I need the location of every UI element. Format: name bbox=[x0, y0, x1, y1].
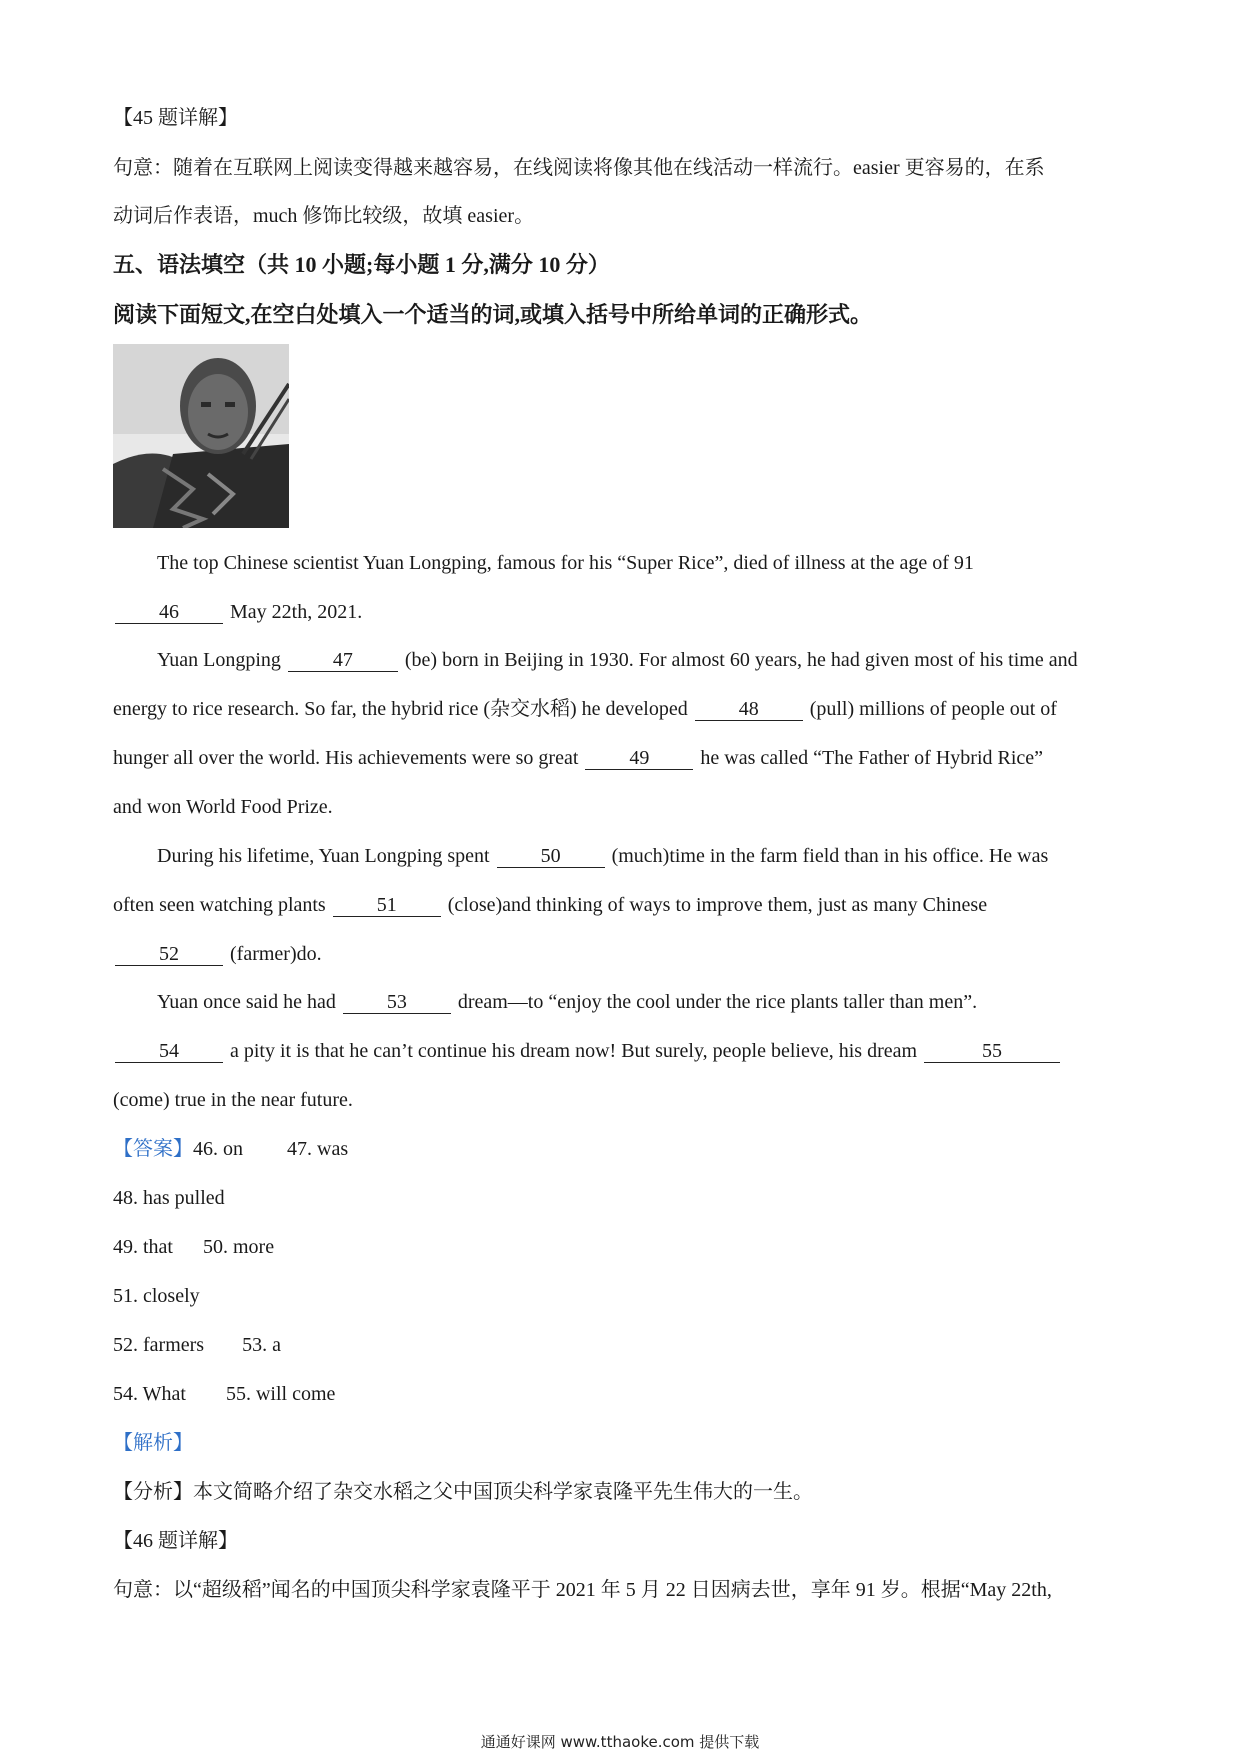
q45-explanation-line2: 动词后作表语，much 修饰比较级，故填 easier。 bbox=[113, 205, 535, 227]
answer-53: 53. a bbox=[242, 1334, 281, 1356]
passage-line-12: (come) true in the near future. bbox=[113, 1089, 353, 1111]
answer-48: 48. has pulled bbox=[113, 1187, 225, 1209]
answers-row-6 bbox=[113, 1380, 335, 1408]
passage-text: (be) born in Beijing in 1930. For almost 60 years, he had given most of his time and bbox=[404, 649, 1078, 671]
answers-row-5 bbox=[113, 1331, 281, 1359]
passage-text: often seen watching plants bbox=[113, 894, 326, 916]
passage-line-10 bbox=[157, 988, 977, 1016]
passage-text: dream—to “enjoy the cool under the rice plants taller than men”. bbox=[457, 991, 978, 1013]
answer-52: 52. farmers bbox=[113, 1334, 205, 1356]
yuan-longping-photo bbox=[113, 344, 289, 528]
answer-55: 55. will come bbox=[225, 1383, 336, 1405]
q45-heading: 【45 题详解】 bbox=[113, 107, 238, 129]
passage-line-6: and won World Food Prize. bbox=[113, 796, 333, 818]
answer-46: 46. on bbox=[193, 1138, 243, 1160]
passage-text: Yuan Longping bbox=[157, 649, 281, 671]
answer-49: 49. that bbox=[113, 1236, 173, 1258]
q45-explanation-line1: 句意：随着在互联网上阅读变得越来越容易，在线阅读将像其他在线活动一样流行。easier 更容易的，在系 bbox=[113, 157, 1045, 179]
q46-explanation: 句意：以“超级稻”闻名的中国顶尖科学家袁隆平于 2021 年 5 月 22 日因病去世，享年 91 岁。根据“May 22th, bbox=[113, 1579, 1052, 1601]
answers-row-1 bbox=[113, 1135, 348, 1163]
q46-heading: 【46 题详解】 bbox=[113, 1530, 238, 1552]
analysis-label: 【解析】 bbox=[113, 1432, 193, 1454]
passage-text: Yuan once said he had bbox=[157, 991, 336, 1013]
blank-49[interactable]: 49 bbox=[585, 747, 693, 770]
section-instruction: 阅读下面短文,在空白处填入一个适当的词,或填入括号中所给单词的正确形式。 bbox=[113, 302, 873, 327]
blank-46[interactable]: 46 bbox=[115, 601, 223, 624]
blank-52[interactable]: 52 bbox=[115, 943, 223, 966]
blank-55[interactable]: 55 bbox=[924, 1040, 1060, 1063]
passage-line-2 bbox=[113, 598, 362, 626]
passage-line-9 bbox=[113, 940, 322, 968]
page-footer: 通通好课网 www.tthaoke.com 提供下载 bbox=[480, 1733, 760, 1751]
answers-row-3 bbox=[113, 1233, 274, 1261]
blank-53[interactable]: 53 bbox=[343, 991, 451, 1014]
passage-text: (close)and thinking of ways to improve them, just as many Chinese bbox=[447, 894, 988, 916]
answer-47: 47. was bbox=[287, 1138, 349, 1160]
passage-line-1: The top Chinese scientist Yuan Longping, famous for his “Super Rice”, died of illness at the age of 91 bbox=[157, 552, 974, 574]
section-title: 五、语法填空（共 10 小题;每小题 1 分,满分 10 分） bbox=[113, 252, 610, 277]
passage-text: hunger all over the world. His achievements were so great bbox=[113, 747, 579, 769]
analysis-summary: 【分析】本文简略介绍了杂交水稻之父中国顶尖科学家袁隆平先生伟大的一生。 bbox=[113, 1481, 813, 1503]
passage-text: he was called “The Father of Hybrid Rice” bbox=[700, 747, 1044, 769]
passage-text: a pity it is that he can’t continue his dream now! But surely, people believe, his dream bbox=[230, 1040, 918, 1062]
passage-line-5 bbox=[113, 744, 1043, 772]
passage-line-4 bbox=[113, 695, 1057, 723]
passage-text: (pull) millions of people out of bbox=[809, 698, 1057, 720]
answer-50: 50. more bbox=[203, 1236, 275, 1258]
passage-line-3 bbox=[157, 646, 1078, 674]
blank-50[interactable]: 50 bbox=[497, 845, 605, 868]
blank-47[interactable]: 47 bbox=[288, 649, 398, 672]
passage-text: (much)time in the farm field than in his office. He was bbox=[611, 845, 1049, 867]
blank-48[interactable]: 48 bbox=[695, 698, 803, 721]
passage-line-7 bbox=[157, 842, 1048, 870]
passage-line-11 bbox=[113, 1037, 1062, 1065]
blank-51[interactable]: 51 bbox=[333, 894, 441, 917]
passage-text: May 22th, 2021. bbox=[230, 601, 363, 623]
blank-54[interactable]: 54 bbox=[115, 1040, 223, 1063]
answer-51: 51. closely bbox=[113, 1285, 200, 1307]
passage-text: During his lifetime, Yuan Longping spent bbox=[157, 845, 490, 867]
passage-text: (farmer)do. bbox=[230, 943, 322, 965]
passage-line-8 bbox=[113, 891, 987, 919]
passage-text: energy to rice research. So far, the hybrid rice (杂交水稻) he developed bbox=[113, 698, 688, 720]
answer-54: 54. What bbox=[113, 1383, 186, 1405]
answer-label: 【答案】 bbox=[113, 1138, 193, 1160]
